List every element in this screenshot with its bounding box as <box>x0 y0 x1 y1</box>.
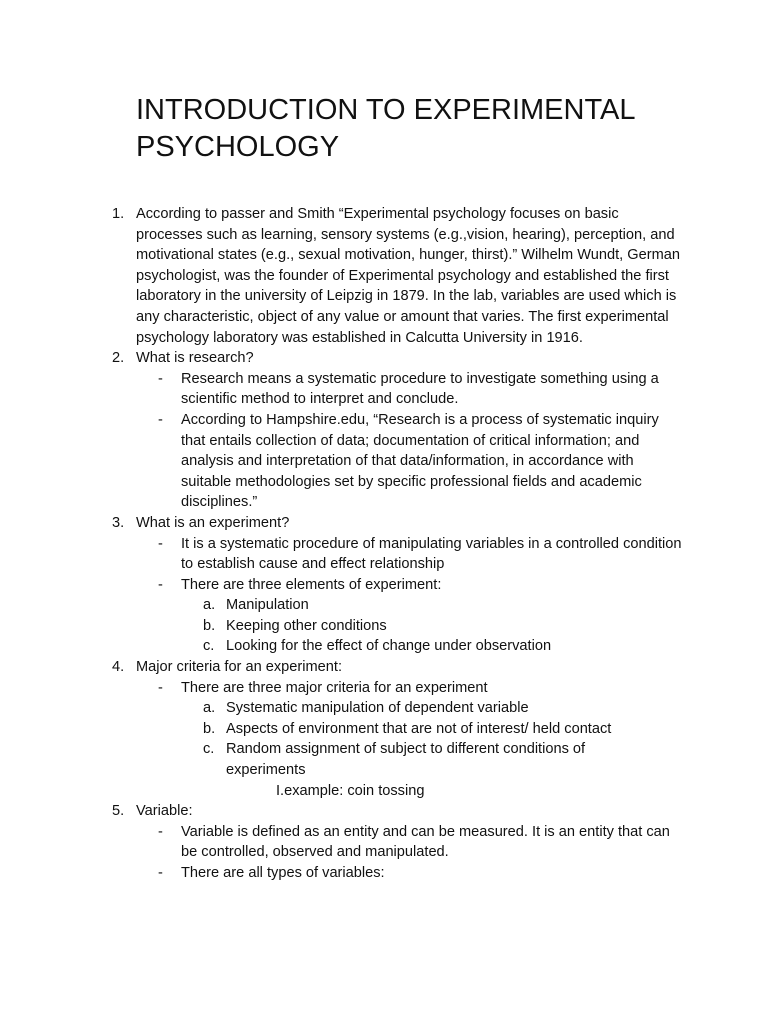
bullet-text: Variable is defined as an entity and can be measured. It is an entity that can be controlled, observed and manipulated. <box>181 823 670 861</box>
bullet-marker: - <box>158 411 163 428</box>
sub-marker: b. <box>203 720 216 737</box>
bullet-text: There are three major criteria for an experiment <box>181 679 488 696</box>
list-marker: 1. <box>112 206 125 222</box>
bullet-item <box>0 534 768 575</box>
bullet-item <box>0 369 768 410</box>
list-item-4 <box>0 657 768 678</box>
sub-item <box>0 636 768 657</box>
list-marker: 2. <box>112 350 125 367</box>
bullet-text: There are three elements of experiment: <box>181 576 442 593</box>
sub-text: Manipulation <box>226 597 309 614</box>
list-item-5 <box>0 801 768 822</box>
sub-marker: b. <box>203 617 216 634</box>
sub-item <box>0 595 768 616</box>
list-item-text: What is research? <box>136 350 254 367</box>
sub-text: Keeping other conditions <box>226 617 387 634</box>
document-title: INTRODUCTION TO EXPERIMENTAL PSYCHOLOGY <box>136 94 635 163</box>
bullet-item <box>0 410 768 513</box>
sub-marker: c. <box>203 638 215 655</box>
sub-text: Random assignment of subject to different conditions of experiments <box>226 741 586 779</box>
sub-item <box>0 616 768 637</box>
bullet-marker: - <box>158 679 163 696</box>
bullet-item <box>0 575 768 596</box>
bullet-text: According to Hampshire.edu, “Research is a process of systematic inquiry that entails collection of data; documentation of critical information; and analysis and interpretation of that data/information, in accordance with suitable methodologies set by specific professional fields and academic disciplines.” <box>181 411 659 511</box>
sub-text: Aspects of environment that are not of interest/ held contact <box>226 720 612 737</box>
bullet-text: There are all types of variables: <box>181 865 385 881</box>
bullet-item <box>0 822 768 863</box>
list-item-2 <box>0 348 768 369</box>
list-marker: 3. <box>112 514 125 531</box>
bullet-marker: - <box>158 865 163 881</box>
sub-marker: a. <box>203 597 216 614</box>
example-note: I.example: coin tossing <box>276 782 425 799</box>
bullet-marker: - <box>158 823 163 840</box>
list-item-text: According to passer and Smith “Experimental psychology focuses on basic processes such as learning, sensory systems (e.g.,vision, hearing), perception, and motivational states (e.g., sexual motivation, hunger, thirst).” Wilhelm Wundt, German psychologist, was the founder of Experimental psychology and established the first laboratory in the university of Leipzig in 1879. In the lab, variables are used which is any characteristic, object of any value or amount that varies. The first experimental psychology laboratory was established in Calcutta University in 1916. <box>136 206 680 346</box>
bullet-marker: - <box>158 576 163 593</box>
bullet-marker: - <box>158 370 163 387</box>
list-item-text: Major criteria for an experiment: <box>136 659 343 676</box>
list-item-text: What is an experiment? <box>136 514 290 531</box>
list-item-3 <box>0 513 768 534</box>
bullet-item <box>0 863 768 884</box>
sub-item <box>0 719 768 740</box>
list-marker: 4. <box>112 659 125 676</box>
sub-item <box>0 739 768 780</box>
bullet-text: Research means a systematic procedure to investigate something using a scientific method to interpret and conclude. <box>181 370 659 408</box>
list-item-text: Variable: <box>136 803 193 820</box>
list-marker: 5. <box>112 803 125 820</box>
document-body <box>0 204 768 884</box>
sub-marker: a. <box>203 700 216 717</box>
sub-item <box>0 698 768 719</box>
list-item-1 <box>0 204 768 348</box>
sub-marker: c. <box>203 741 215 758</box>
bullet-text: It is a systematic procedure of manipulating variables in a controlled condition to establish cause and effect relationship <box>181 535 682 573</box>
sub-text: Systematic manipulation of dependent variable <box>226 700 529 717</box>
bullet-marker: - <box>158 535 163 552</box>
sub-text: Looking for the effect of change under observation <box>226 638 552 655</box>
bullet-item <box>0 678 768 699</box>
